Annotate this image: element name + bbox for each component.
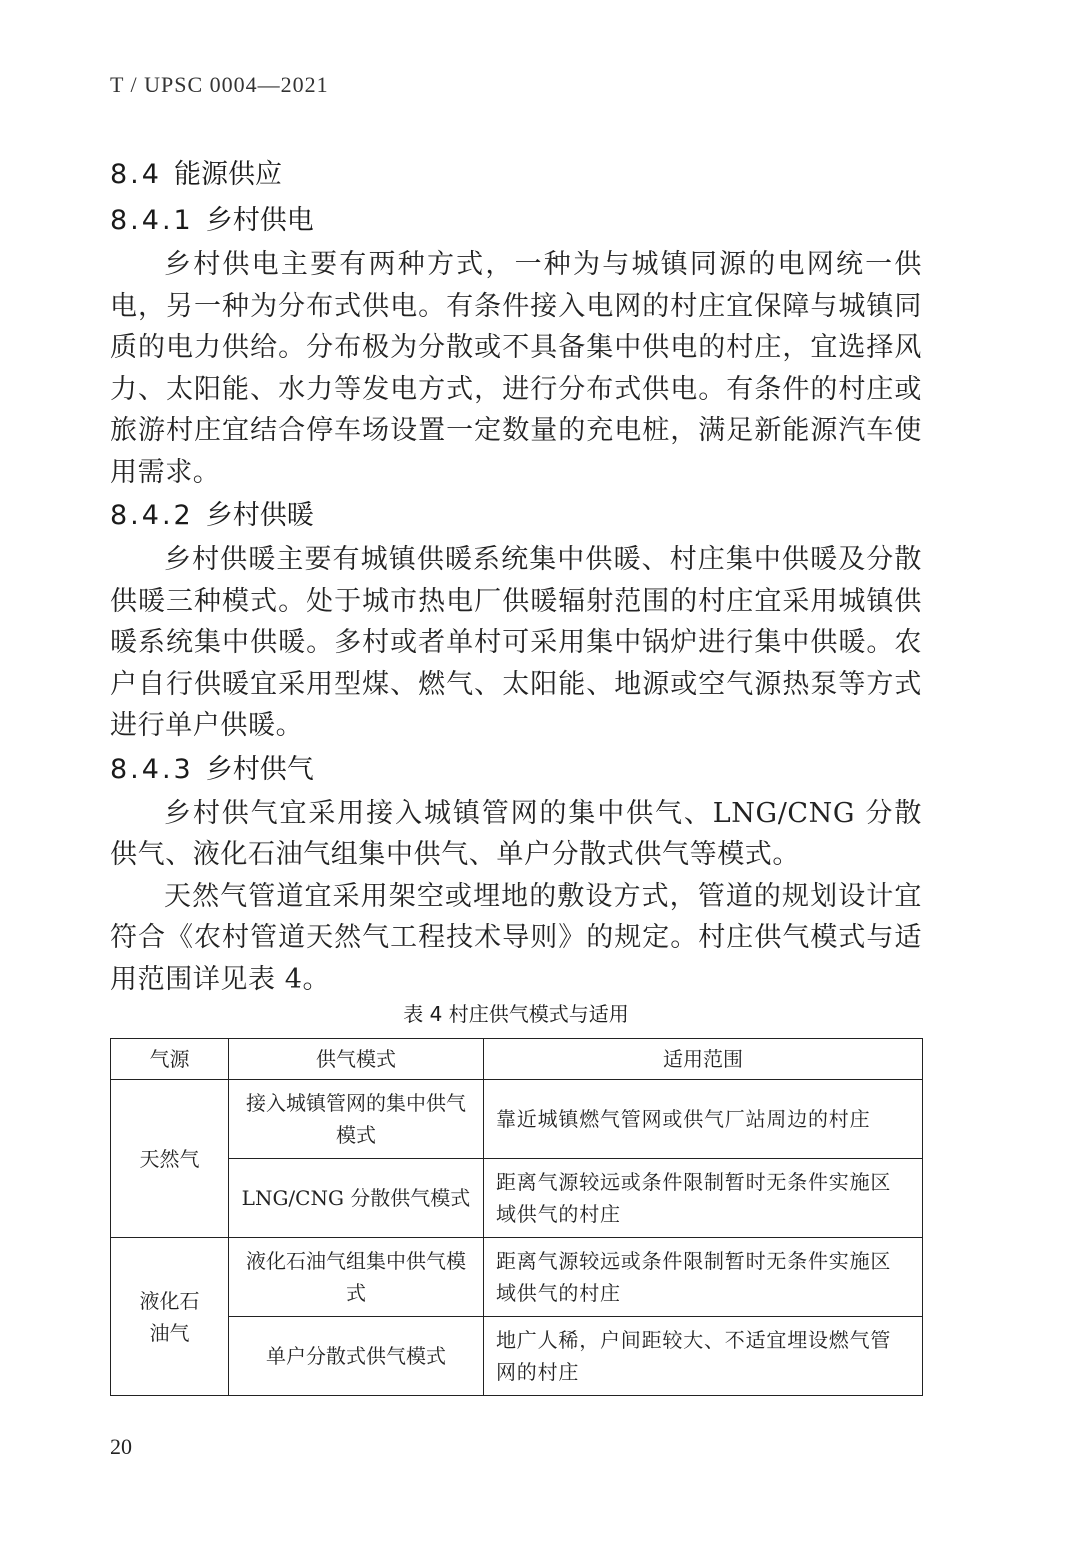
header-supply-mode: 供气模式 <box>229 1039 484 1080</box>
table-row <box>111 1238 923 1317</box>
section-number: 8.4.1 <box>110 205 194 236</box>
cell-supply-mode: LNG/CNG 分散供气模式 <box>229 1159 484 1238</box>
cell-gas-source: 天然气 <box>111 1080 229 1238</box>
table-header-row <box>111 1039 923 1080</box>
table-row <box>111 1317 923 1396</box>
paragraph-gas-pipeline: 天然气管道宜采用架空或埋地的敷设方式，管道的规划设计宜符合《农村管道天然气工程技术导则》的规定。村庄供气模式与适用范围详见表 4。 <box>110 880 922 995</box>
cell-gas-source: 液化石油气 <box>111 1238 229 1396</box>
paragraph-heating: 乡村供暖主要有城镇供暖系统集中供暖、村庄集中供暖及分散供暖三种模式。处于城市热电厂供暖辐射范围的村庄宜采用城镇供暖系统集中供暖。多村或者单村可采用集中锅炉进行集中供暖。农户自行供暖宜采用型煤、燃气、太阳能、地源或空气源热泵等方式进行单户供暖。 <box>110 544 922 741</box>
section-heading-8-4 <box>110 152 922 198</box>
cell-applicable-range: 靠近城镇燃气管网或供气厂站周边的村庄 <box>484 1080 923 1159</box>
cell-supply-mode: 单户分散式供气模式 <box>229 1317 484 1396</box>
header-gas-source: 气源 <box>111 1039 229 1080</box>
main-content <box>110 152 922 1000</box>
section-title: 乡村供电 <box>205 205 314 236</box>
section-number: 8.4.2 <box>110 500 194 531</box>
cell-supply-mode: 接入城镇管网的集中供气模式 <box>229 1080 484 1159</box>
table-caption: 表 4 村庄供气模式与适用 <box>403 1002 629 1026</box>
section-number: 8.4 <box>110 159 162 190</box>
gas-supply-table <box>110 1038 923 1396</box>
section-title: 乡村供气 <box>205 753 314 785</box>
table-row <box>111 1080 923 1159</box>
cell-applicable-range: 距离气源较远或条件限制暂时无条件实施区域供气的村庄 <box>484 1238 923 1317</box>
section-heading-8-4-2 <box>110 493 922 539</box>
page-number: 20 <box>110 1434 132 1459</box>
cell-applicable-range: 地广人稀，户间距较大、不适宜埋设燃气管网的村庄 <box>484 1317 923 1396</box>
section-title: 乡村供暖 <box>205 500 314 531</box>
paragraph-power-supply: 乡村供电主要有两种方式，一种为与城镇同源的电网统一供电，另一种为分布式供电。有条件接入电网的村庄宜保障与城镇同质的电力供给。分布极为分散或不具备集中供电的村庄，宜选择风力、太阳能、水力等发电方式，进行分布式供电。有条件的村庄或旅游村庄宜结合停车场设置一定数量的充电桩，满足新能源汽车使用需求。 <box>110 249 922 488</box>
section-heading-8-4-3 <box>110 747 922 793</box>
section-heading-8-4-1 <box>110 198 922 244</box>
table-row <box>111 1159 923 1238</box>
cell-applicable-range: 距离气源较远或条件限制暂时无条件实施区域供气的村庄 <box>484 1159 923 1238</box>
header-applicable-range: 适用范围 <box>484 1039 923 1080</box>
paragraph-gas-supply-modes: 乡村供气宜采用接入城镇管网的集中供气、LNG/CNG 分散供气、液化石油气组集中供气、单户分散式供气等模式。 <box>110 797 922 870</box>
section-title: 能源供应 <box>173 159 282 190</box>
standard-code-header: T / UPSC 0004—2021 <box>110 72 329 97</box>
section-number: 8.4.3 <box>110 753 194 785</box>
cell-supply-mode: 液化石油气组集中供气模式 <box>229 1238 484 1317</box>
